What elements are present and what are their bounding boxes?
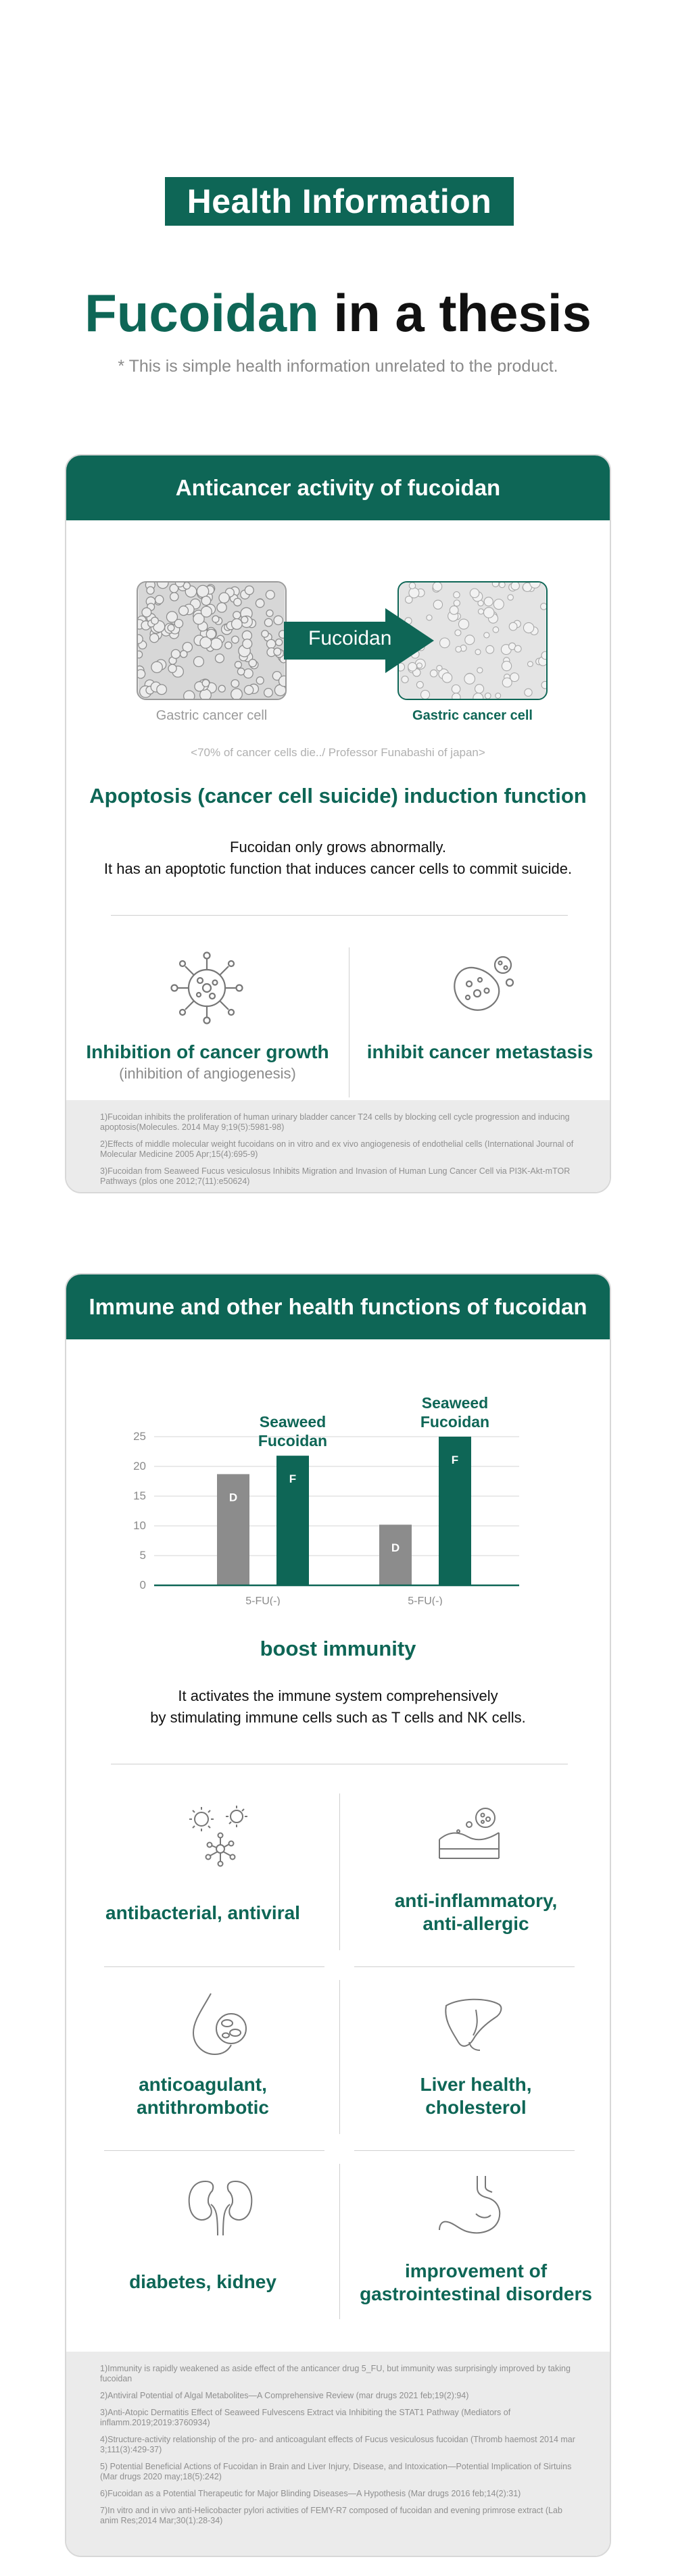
title-rest: in a thesis (318, 283, 592, 343)
cell-dot (262, 630, 268, 637)
y-tick-label: 5 (139, 1549, 146, 1562)
cell-dot (212, 616, 219, 622)
cell-dot (197, 585, 208, 597)
cell-dot (179, 606, 189, 616)
feature-title-antibacterial: antibacterial, antiviral (105, 1902, 300, 1923)
stomach-icon (437, 2173, 504, 2238)
cell-dot (147, 587, 154, 594)
cell-dot (241, 616, 248, 623)
feature-title-anti-allergic: anti-allergic (422, 1913, 529, 1934)
cell-dot (456, 647, 462, 653)
cell-dot (514, 645, 521, 652)
reference-item: 4)Structure-activity relationship of the pro- and anticoagulant effects of Fucus vesiculosus fucoidan (Thromb haemost 2014 mar 3;111(3):429-37) (100, 2435, 575, 2454)
cell-dot (232, 619, 243, 630)
cell-dot (142, 608, 151, 617)
feature-subtitle-angiogenesis: (inhibition of angiogenesis) (119, 1065, 296, 1082)
divider (354, 2150, 575, 2151)
cell-dot (180, 651, 187, 658)
cell-dot (249, 660, 256, 667)
cell-dot (215, 654, 224, 663)
cell-dot (201, 596, 210, 605)
cell-dot (151, 662, 162, 672)
cell-dot (279, 676, 285, 687)
cell-dot (493, 627, 499, 633)
cell-dot (458, 619, 468, 629)
cell-dot (243, 639, 252, 649)
cell-dot (219, 593, 229, 603)
references-section-2 (66, 2352, 610, 2556)
skin-inflammation-icon (435, 1804, 503, 1869)
cell-dot (276, 639, 283, 645)
cell-dot (171, 649, 180, 658)
cell-dot (225, 642, 232, 649)
cell-dot (202, 680, 210, 687)
cell-dot (523, 622, 533, 633)
title-highlight: Fucoidan (84, 283, 319, 343)
divider (111, 915, 568, 916)
reference-item: 1)Immunity is rapidly weakened as aside effect of the anticancer drug 5_FU, but immunity was surprisingly improved by taking fucoidan (100, 2364, 571, 2383)
cell-dot (452, 693, 460, 699)
reference-item: 2)Effects of middle molecular weight fucoidans on in vitro and ex vivo angiogenesis of endothelial cells (International Journal of Molecular Medicine 2005 Apr;15(4):695-9) (100, 1139, 574, 1159)
reference-item: 1)Fucoidan inhibits the proliferation of human urinary bladder cancer T24 cells by blocking cell cycle progression and inducing apoptosis(Molecules. 2014 May 9;19(5):5981-98) (100, 1112, 570, 1132)
reference-item: 3)Fucoidan from Seaweed Fucus vesiculosus Inhibits Migration and Invasion of Human Lung Cancer Cell via PI3K-Akt-mTOR Pathways (plos one 2012;7(11):e50624) (100, 1166, 571, 1186)
cell-dot (184, 691, 195, 699)
cell-dot (464, 674, 475, 685)
cell-dot (138, 635, 143, 643)
metastasis-cell-icon (445, 950, 519, 1024)
divider (354, 1966, 575, 1967)
immune-card-title: Immune and other health functions of fucoidan (66, 1274, 610, 1339)
cell-dot (450, 606, 458, 615)
cell-dot (442, 673, 452, 683)
cell-dot (452, 685, 460, 693)
cell-dot (256, 677, 264, 685)
cell-dot (168, 624, 174, 631)
cell-dot (541, 651, 546, 660)
feature-title-anti-inflammatory: anti-inflammatory, (394, 1890, 558, 1911)
cell-dot (406, 596, 413, 603)
cell-caption: <70% of cancer cells die../ Professor Funabashi of japan> (191, 746, 485, 759)
apoptosis-body-line2: It has an apoptotic function that induces cancer cells to commit suicide. (103, 860, 573, 877)
cell-dot (409, 583, 415, 589)
y-tick-label: 0 (139, 1579, 146, 1591)
arrow-label: Fucoidan (308, 627, 392, 649)
cell-dot (402, 676, 408, 683)
cell-dot (157, 685, 167, 695)
cell-dot (274, 648, 281, 655)
liver-icon (439, 1991, 504, 2056)
reference-item: 7)In vitro and in vivo anti-Helicobacter pylori activities of FEMY-R7 composed of fucoidan and evening primrose extract (Lab anim Res;2014 Mar;30(1):28-34) (100, 2506, 562, 2525)
immune-card (65, 1273, 611, 2557)
cell-dot (218, 685, 225, 692)
cell-dot (499, 583, 505, 588)
annotation-line1: Seaweed (259, 1413, 327, 1431)
page-header (0, 0, 676, 419)
cell-dot (455, 630, 461, 636)
blood-drop-icon (188, 1991, 253, 2058)
cell-dot (266, 591, 274, 599)
divider (104, 1966, 324, 1967)
feature-title-improvement: improvement of (404, 2260, 548, 2281)
cell-dot (484, 597, 493, 606)
annotation-line1: Seaweed (421, 1394, 489, 1412)
x-tick-label: 5-FU(-) (245, 1595, 281, 1606)
cell-dot (465, 635, 475, 645)
cell-dot (233, 612, 241, 619)
bar-data-label: F (289, 1472, 297, 1486)
cell-dot (478, 609, 483, 614)
cell-dot (470, 589, 479, 597)
cell-dot (264, 618, 272, 626)
cell-dot (502, 678, 512, 687)
cell-dot (206, 629, 216, 639)
cell-dot (243, 669, 253, 678)
cell-dot (454, 592, 460, 598)
cell-dot (266, 610, 273, 616)
cell-dot (492, 583, 499, 587)
virus-bacteria-icon (188, 1804, 253, 1869)
kidney-icon (185, 2177, 256, 2238)
cell-dot (194, 657, 204, 667)
cell-dot (493, 599, 504, 610)
cell-dot (477, 668, 483, 673)
cell-dot (201, 606, 212, 617)
annotation-line2: Fucoidan (420, 1413, 490, 1431)
cell-dot (528, 662, 533, 667)
annotation-line2: Fucoidan (258, 1432, 328, 1450)
bar-data-label: D (228, 1491, 238, 1504)
cell-dot (502, 661, 511, 670)
cell-dot (475, 685, 484, 693)
cell-dot (509, 622, 517, 630)
y-tick-label: 15 (133, 1489, 146, 1502)
right-cell-label: Gastric cancer cell (412, 708, 533, 723)
health-information-badge: Health Information (165, 177, 514, 226)
cell-dot (416, 681, 423, 688)
anticancer-card-title: Anticancer activity of fucoidan (66, 455, 610, 520)
cell-dot (231, 680, 239, 688)
reference-item: 5) Potential Beneficial Actions of Fucoidan in Brain and Liver Injury, Disease, and Intoxication—Potential Implication of Sirtuins (Mar drugs 2020 may;18(5):242) (100, 2462, 572, 2481)
reference-item: 2)Antiviral Potential of Algal Metabolites—A Comprehensive Review (mar drugs 2021 feb;19(2):94) (100, 2391, 469, 2400)
cell-dot (168, 664, 176, 672)
feature-title-cancer-growth: Inhibition of cancer growth (86, 1041, 329, 1062)
bar-data-label: F (451, 1454, 459, 1466)
bar-data-label: D (391, 1541, 400, 1555)
feature-title-anticoagulant: anticoagulant, (139, 2074, 267, 2095)
x-tick-label: 5-FU(-) (408, 1595, 443, 1606)
cell-dot (138, 670, 145, 678)
y-tick-label: 25 (133, 1430, 146, 1443)
y-tick-label: 20 (133, 1460, 146, 1472)
cell-dot (174, 620, 183, 628)
cell-dot (155, 595, 164, 603)
cell-dot (217, 603, 226, 612)
cell-dot (231, 689, 243, 699)
references-section-1 (66, 1100, 610, 1192)
feature-title-cholesterol: cholesterol (425, 2097, 527, 2118)
immunity-bar-chart (127, 1383, 533, 1606)
cell-dot (264, 689, 273, 697)
apoptosis-heading: Apoptosis (cancer cell suicide) induction function (89, 784, 587, 808)
cell-dot (478, 600, 483, 605)
cell-dot (484, 633, 489, 638)
cell-dot (267, 639, 276, 648)
cell-dot (234, 598, 241, 605)
feature-title-antithrombotic: antithrombotic (137, 2097, 269, 2118)
feature-title-liver-health: Liver health, (420, 2074, 532, 2095)
cell-dot (138, 651, 143, 658)
cell-dot (508, 595, 513, 600)
divider (104, 2150, 324, 2151)
immunity-body-line1: It activates the immune system comprehensively (178, 1687, 498, 1704)
page-title (0, 282, 676, 344)
cell-dot (420, 690, 429, 699)
reference-item: 3)Anti-Atopic Dermatitis Effect of Seaweed Fulvescens Extract via Inhibiting the STAT1 Pathway (Mediators of inflamm.2019;2019:3760934) (100, 2408, 511, 2427)
cell-dot (475, 649, 481, 655)
cell-dot (496, 693, 501, 699)
cell-dot (485, 693, 491, 699)
boost-immunity-heading: boost immunity (260, 1637, 416, 1660)
cell-dot (511, 583, 519, 590)
gastric-cancer-cell-image-before (137, 581, 287, 700)
immunity-body-line2: by stimulating immune cells such as T cells and NK cells. (150, 1709, 526, 1726)
cell-dot (433, 583, 441, 591)
cell-dot (256, 599, 264, 608)
feature-title-metastasis: inhibit cancer metastasis (366, 1041, 594, 1062)
apoptosis-body-line1: Fucoidan only grows abnormally. (230, 839, 446, 856)
cell-dot (525, 689, 532, 696)
bar-d (379, 1525, 412, 1585)
cell-dot (150, 634, 159, 643)
anticancer-card (65, 454, 611, 1193)
feature-title-gastrointestinal: gastrointestinal disorders (360, 2283, 592, 2304)
cell-dot (244, 685, 253, 694)
cell-dot (274, 616, 283, 624)
cell-dot (541, 603, 546, 610)
y-tick-label: 10 (133, 1519, 146, 1532)
cell-dot (170, 593, 178, 601)
cells-before-illustration (138, 583, 285, 699)
cell-dot (210, 638, 222, 649)
cell-dot (454, 600, 460, 606)
cell-dot (245, 586, 254, 595)
cell-dot (237, 668, 244, 675)
disclaimer-text: * This is simple health information unrelated to the product. (118, 357, 558, 376)
feature-title-diabetes-kidney: diabetes, kidney (129, 2271, 276, 2292)
cell-dot (235, 662, 241, 668)
cell-dot (486, 645, 494, 653)
cell-dot (440, 638, 450, 648)
cell-dot (232, 636, 239, 643)
cell-dot (151, 617, 159, 624)
cell-dot (484, 608, 494, 618)
left-cell-label: Gastric cancer cell (155, 708, 268, 723)
reference-item: 6)Fucoidan as a Potential Therapeutic for Major Blinding Diseases—A Hypothesis (Mar drugs 2016 feb;14(2):31) (100, 2489, 521, 2498)
cell-dot (541, 681, 546, 689)
virus-cell-icon (168, 949, 246, 1027)
